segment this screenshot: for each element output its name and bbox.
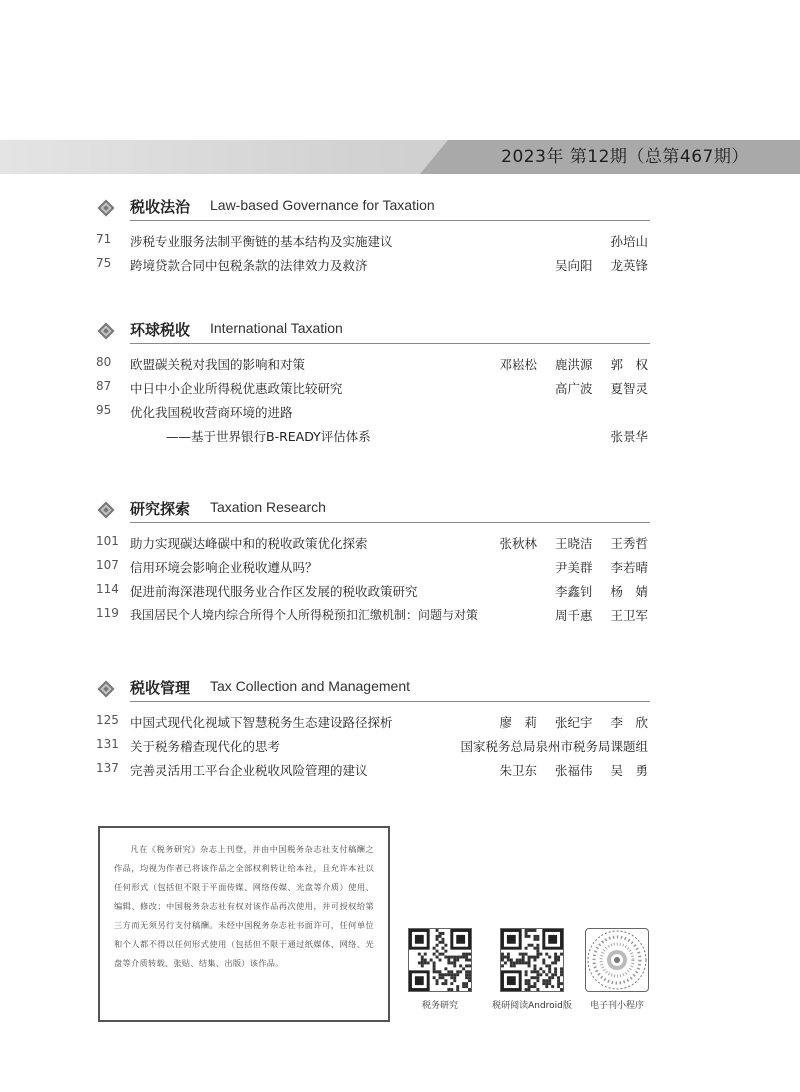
toc-entry[interactable]	[96, 379, 650, 403]
section-tax-collection-management	[96, 677, 650, 785]
section-header	[96, 677, 650, 703]
diamond-icon	[98, 681, 115, 698]
article-title[interactable]: 我国居民个人境内综合所得个人所得税预扣汇缴机制：问题与对策	[130, 608, 479, 622]
author: 孙培山	[610, 234, 648, 249]
section-title-cn: 环球税收	[130, 321, 191, 339]
author-list	[596, 427, 648, 445]
miniprogram-code-icon[interactable]	[585, 928, 649, 992]
author: 龙英锋	[610, 258, 648, 273]
toc-entry[interactable]	[96, 737, 650, 761]
author: 邓崧松	[499, 357, 537, 372]
section-law-based-governance	[96, 196, 650, 280]
article-title[interactable]: 优化我国税收营商环境的进路	[130, 405, 293, 420]
toc-entry[interactable]	[96, 713, 650, 737]
author: 张景华	[610, 429, 648, 444]
android-qr-icon[interactable]	[500, 928, 564, 992]
author: 张秋林	[499, 536, 537, 551]
author: 吴 勇	[610, 763, 648, 778]
section-header	[96, 196, 650, 222]
qr-block-tax-research[interactable]	[406, 928, 474, 1011]
author: 张福伟	[554, 763, 593, 778]
qr-label: 电子刊小程序	[589, 1001, 644, 1011]
author-list	[541, 379, 648, 397]
section-title-cn: 研究探索	[130, 500, 191, 518]
article-title[interactable]: 完善灵活用工平台企业税收风险管理的建议	[130, 763, 368, 778]
author: 鹿洪源	[554, 357, 593, 372]
page-number: 95	[96, 403, 112, 417]
section-divider	[130, 343, 650, 344]
author-list	[541, 558, 648, 576]
toc-entry[interactable]	[96, 534, 650, 558]
article-title[interactable]: 中日中小企业所得税优惠政策比较研究	[130, 381, 343, 396]
section-title-en: Law-based Governance for Taxation	[210, 197, 435, 213]
author: 国家税务总局泉州市税务局课题组	[460, 739, 648, 754]
article-title[interactable]: 助力实现碳达峰碳中和的税收政策优化探索	[130, 536, 368, 551]
page-number: 114	[96, 582, 119, 596]
page-number: 119	[96, 606, 119, 620]
page-number: 125	[96, 713, 119, 727]
section-title-en: Tax Collection and Management	[210, 678, 411, 694]
author-list	[446, 737, 648, 755]
toc-entry[interactable]	[96, 558, 650, 582]
section-title-cn: 税收管理	[130, 679, 191, 697]
toc-entry[interactable]	[96, 403, 650, 427]
diamond-icon	[98, 323, 115, 340]
issue-number: 2023年 第12期（总第467期）	[501, 147, 749, 167]
author: 周千惠	[554, 608, 593, 623]
toc-entry[interactable]	[96, 355, 650, 379]
article-title[interactable]: 关于税务稽查现代化的思考	[130, 739, 281, 754]
toc-entry-subtitle[interactable]	[96, 427, 650, 451]
toc-entry[interactable]	[96, 256, 650, 280]
author: 李鑫钊	[554, 584, 593, 599]
diamond-icon	[98, 502, 115, 519]
page-number: 75	[96, 256, 112, 270]
page-number: 131	[96, 737, 119, 751]
author: 高广波	[554, 381, 593, 396]
section-title-cn: 税收法治	[130, 198, 191, 216]
article-title[interactable]: 信用环境会影响企业税收遵从吗？	[130, 560, 318, 575]
section-divider	[130, 522, 650, 523]
page-number: 87	[96, 379, 112, 393]
author-list	[485, 713, 648, 731]
section-header	[96, 498, 650, 524]
qr-label: 税务研究	[421, 1001, 458, 1011]
author-list	[485, 534, 648, 552]
wechat-qr-icon[interactable]	[408, 928, 472, 992]
author: 王卫军	[610, 608, 648, 623]
author: 夏智灵	[610, 381, 648, 396]
page-number: 80	[96, 355, 112, 369]
toc-entry[interactable]	[96, 582, 650, 606]
author: 李 欣	[610, 715, 648, 730]
author-list	[596, 232, 648, 250]
section-divider	[130, 220, 650, 221]
article-title[interactable]: 促进前海深港现代服务业合作区发展的税收政策研究	[130, 584, 418, 599]
author-list	[541, 606, 648, 624]
qr-block-android[interactable]	[492, 928, 572, 1011]
copyright-notice: 凡在《税务研究》杂志上刊登，并由中国税务杂志社支付稿酬之作品，均视为作者已将该作品之全部权利转让给本社，且允许本社以任何形式（包括但不限于平面传媒、网络传媒、光盘等介质）使用、编辑、修改；中国税务杂志社有权对该作品再次使用，并可授权给第三方而无须另行支付稿酬。未经中国税务杂志社书面许可，任何单位和个人都不得以任何形式使用（包括但不限于通过纸媒体、网络、光盘等介质转载、张贴、结集、出版）该作品。	[98, 826, 390, 1022]
section-title-en: International Taxation	[210, 320, 343, 336]
author: 张纪宇	[554, 715, 593, 730]
section-international-taxation	[96, 319, 650, 451]
section-title-en: Taxation Research	[210, 499, 326, 515]
qr-block-miniprogram[interactable]	[578, 928, 656, 1011]
page-number: 101	[96, 534, 119, 548]
author: 郭 权	[610, 357, 648, 372]
author: 王晓洁	[554, 536, 593, 551]
diamond-icon	[98, 200, 115, 217]
toc-entry[interactable]	[96, 761, 650, 785]
author: 吴向阳	[554, 258, 593, 273]
author: 王秀哲	[610, 536, 648, 551]
page-number: 137	[96, 761, 119, 775]
author: 朱卫东	[499, 763, 537, 778]
author: 杨 婧	[610, 584, 648, 599]
page-number: 107	[96, 558, 119, 572]
qr-label: 税研阅读Android版	[492, 1001, 572, 1011]
author: 廖 莉	[499, 715, 537, 730]
author: 尹美群	[554, 560, 593, 575]
author-list	[485, 761, 648, 779]
article-subtitle[interactable]: ——基于世界银行B-READY评估体系	[166, 429, 371, 444]
author-list	[541, 582, 648, 600]
toc-entry[interactable]	[96, 232, 650, 256]
article-title[interactable]: 涉税专业服务法制平衡链的基本结构及实施建议	[130, 234, 393, 249]
section-divider	[130, 701, 650, 702]
author-list	[485, 355, 648, 373]
author-list	[541, 256, 648, 274]
author: 李若晴	[610, 560, 648, 575]
article-title[interactable]: 跨境贷款合同中包税条款的法律效力及救济	[130, 258, 368, 273]
page-number: 71	[96, 232, 112, 246]
toc-entry[interactable]	[96, 606, 650, 630]
article-title[interactable]: 中国式现代化视域下智慧税务生态建设路径探析	[130, 715, 393, 730]
section-taxation-research	[96, 498, 650, 630]
article-title[interactable]: 欧盟碳关税对我国的影响和对策	[130, 357, 306, 372]
section-header	[96, 319, 650, 345]
